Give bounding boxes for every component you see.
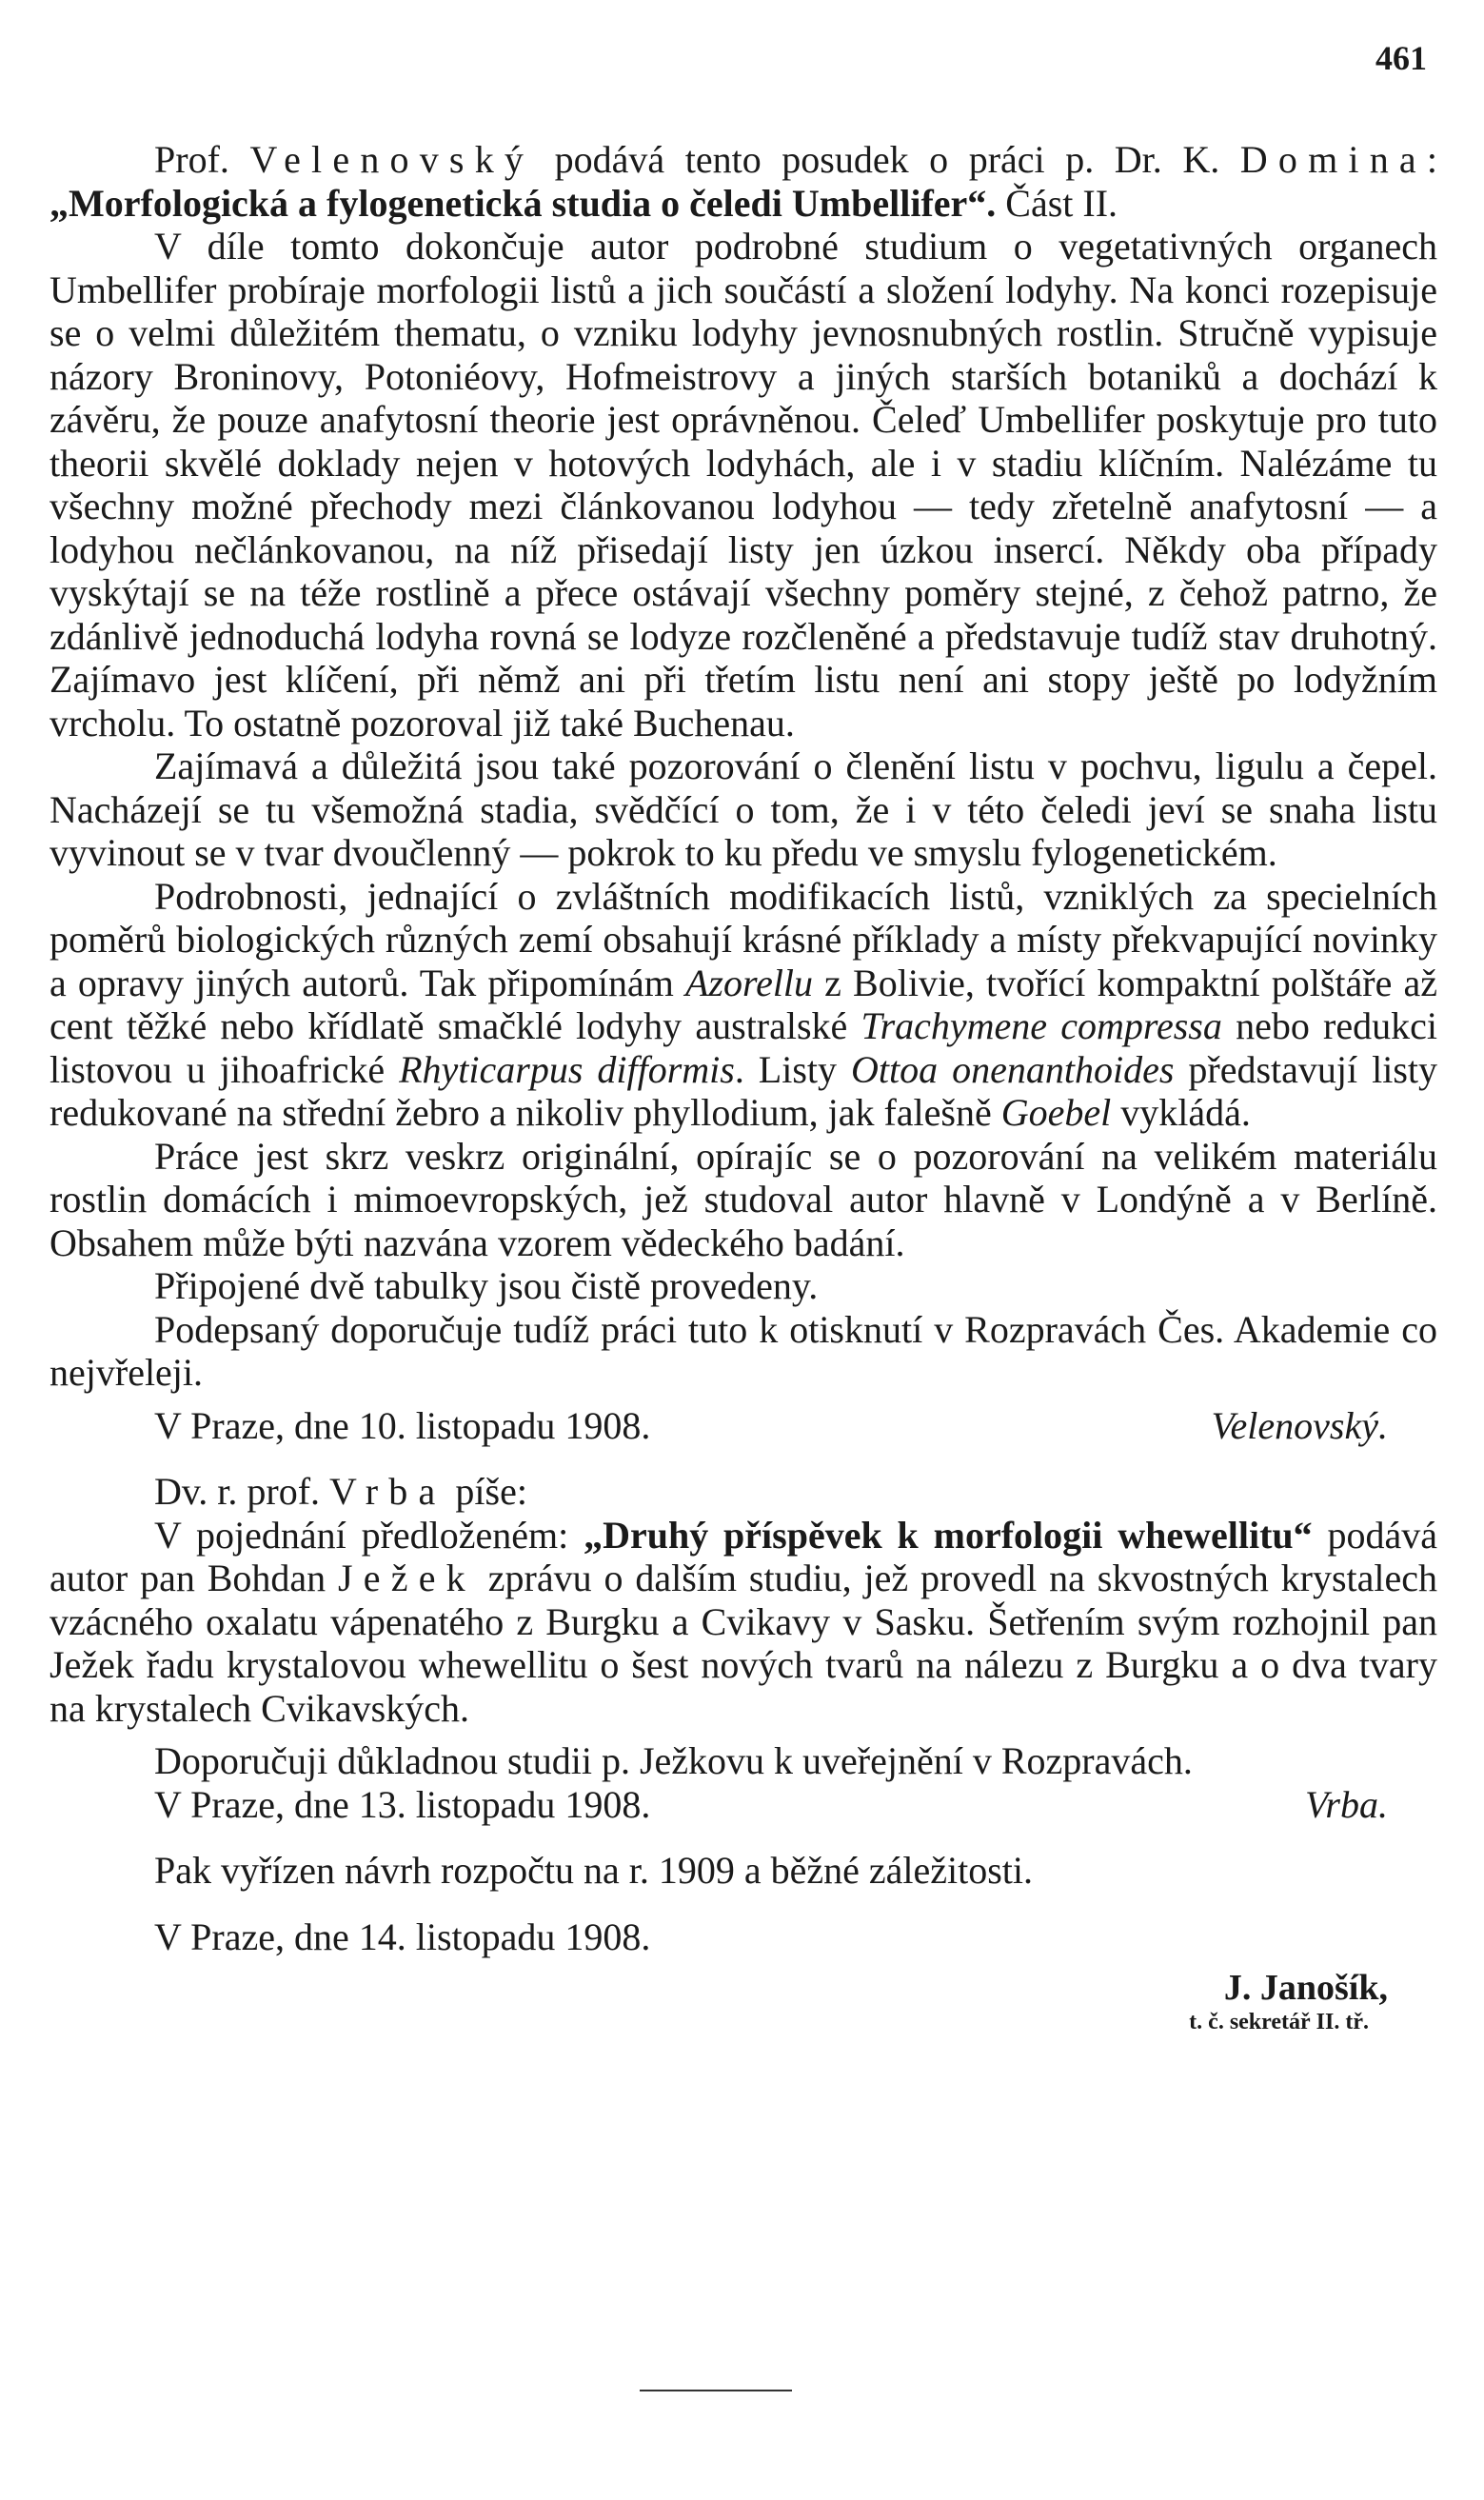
- review1-paragraph-3: Podrobnosti, jednající o zvláštních modifikacích listů, vzniklých za specielních poměrů biologických různých zemí obsahují krásné příklady a místy překvapující novinky a opravy jiných autorů. Tak připomínám Azorellu z Bolivie, tvořící kompaktní polštáře až cent těžké nebo křídlatě smačklé lodyhy australské Trachymene compressa nebo redukci listovou u jihoafrické Rhyticarpus difformis. Listy Ottoa onenanthoides představují listy redukované na střední žebro a nikoliv phyllodium, jak falešně Goebel vykládá.: [49, 874, 1437, 1134]
- review1-paragraph-1: V díle tomto dokončuje autor podrobné studium o vegetativných organech Umbellifer probíraje morfologii listů a jich součástí a složení lodyhy. Na konci rozepisuje se o velmi důležitém thematu, o vzniku lodyhy jevnosnubných rostlin. Stručně vypisuje názory Broninovy, Potoniéovy, Hofmeistrovy a jiných starších botaniků a dochází k závěru, že pouze anafytosní theorie jest oprávněnou. Čeleď Umbellifer poskytuje pro tuto theorii skvělé doklady nejen v hotových lodyhách, ale i v stadiu klíčním. Nalézáme tu všechny možné přechody mezi článkovanou lodyhou — tedy zřetelně anafytosní — a lodyhou nečlánkovanou, na níž přisedají listy jen úzkou insercí. Někdy oba případy vyskýtají se na téže rostlině a přece ostávají všechny poměry stejné, z čehož patrno, že zdánlivě jednoduchá lodyha rovná se lodyze rozčleněné a představuje tudíž stav druhotný. Zajímavo jest klíčení, při němž ani při třetím listu není ani stopy ještě po lodyžním vrcholu. To ostatně pozoroval již také Buchenau.: [49, 225, 1437, 744]
- review1-date: V Praze, dne 10. listopadu 1908.: [154, 1403, 651, 1447]
- review1-signature-line: [49, 1404, 1437, 1448]
- closing-signature-title: t. č. sekretář II. tř.: [1189, 2010, 1369, 2034]
- closing-signature-block: [49, 1970, 1437, 2039]
- review2-signature-line: [49, 1783, 1437, 1827]
- reviewer-name: Velenovský: [249, 138, 535, 181]
- closing-signature: J. Janošík,: [1223, 1968, 1388, 2008]
- document-body: [49, 138, 1437, 2039]
- review2-paragraph-2: Doporučuji důkladnou studii p. Ježkovu k uveřejnění v Rozpravách.: [154, 1739, 1193, 1782]
- review1-intro: Prof. Velenovský podává tento posudek o práci p. Dr. K. Domina: „Morfologická a fylogenetická studia o čeledi Umbellifer“. Část II.: [49, 138, 1437, 225]
- species-rhyticarpus: Rhyticarpus difformis: [399, 1047, 735, 1091]
- closing-date: V Praze, dne 14. listopadu 1908.: [154, 1915, 651, 1958]
- species-trachymene: Trachymene compressa: [861, 1004, 1222, 1047]
- review1-paragraph-5: Připojené dvě tabulky jsou čistě provedeny.: [154, 1264, 819, 1307]
- work2-title: „Druhý příspěvek k morfologii whewellitu“: [584, 1513, 1313, 1557]
- author-goebel: Goebel: [1000, 1091, 1112, 1134]
- review1-paragraph-6: Podepsaný doporučuje tudíž práci tuto k otisknutí v Rozpravách Čes. Akademie co nejvřeleji.: [49, 1307, 1437, 1394]
- review1-paragraph-2: Zajímavá a důležitá jsou také pozorování o členění listu v pochvu, ligulu a čepel. Nacházejí se tu všemožná stadia, svědčící o tom, že i v této čeledi jeví se snaha listu vyvinout se v tvar dvoučlenný — pokrok to ku předu ve smyslu fylogenetickém.: [49, 744, 1437, 874]
- review1-signature: Velenovský.: [1211, 1403, 1388, 1447]
- review2-paragraph-1: V pojednání předloženém: „Druhý příspěvek k morfologii whewellitu“ podává autor pan Bohdan Ježek zprávu o dalším studiu, jež provedl na skvostných krystalech vzácného oxalatu vápenatého z Burgku a Cvikavy v Sasku. Šetřením svým rozhojnil pan Ježek řadu krystalovou whewellitu o šest nových tvarů na nálezu z Burgku a o dva tvary na krystalech Cvikavských.: [49, 1513, 1438, 1730]
- closing-paragraph: Pak vyřízen návrh rozpočtu na r. 1909 a běžné záležitosti.: [154, 1849, 1033, 1892]
- review2-intro: Dv. r. prof. Vrba píše:: [154, 1470, 527, 1513]
- candidate-name: Domina: [1239, 138, 1427, 181]
- reviewer2-name: Vrba: [329, 1470, 446, 1513]
- review2-date: V Praze, dne 13. listopadu 1908.: [154, 1782, 651, 1826]
- author2-name: Ježek: [338, 1557, 476, 1599]
- review1-paragraph-4: Práce jest skrz veskrz originální, opírajíc se o pozorování na velikém materiálu rostlin domácích i mimoevropských, jež studoval autor hlavně v Londýně a v Berlíně. Obsahem může býti nazvána vzorem vědeckého badání.: [49, 1134, 1437, 1264]
- work-title: „Morfologická a fylogenetická studia o čeledi Umbellifer“.: [49, 181, 997, 225]
- species-ottoa: Ottoa onenanthoides: [851, 1047, 1175, 1091]
- page-number: 461: [1375, 39, 1427, 77]
- end-rule-divider: [640, 2390, 792, 2391]
- species-azorella: Azorellu: [684, 961, 814, 1004]
- review2-signature: Vrba.: [1304, 1782, 1388, 1826]
